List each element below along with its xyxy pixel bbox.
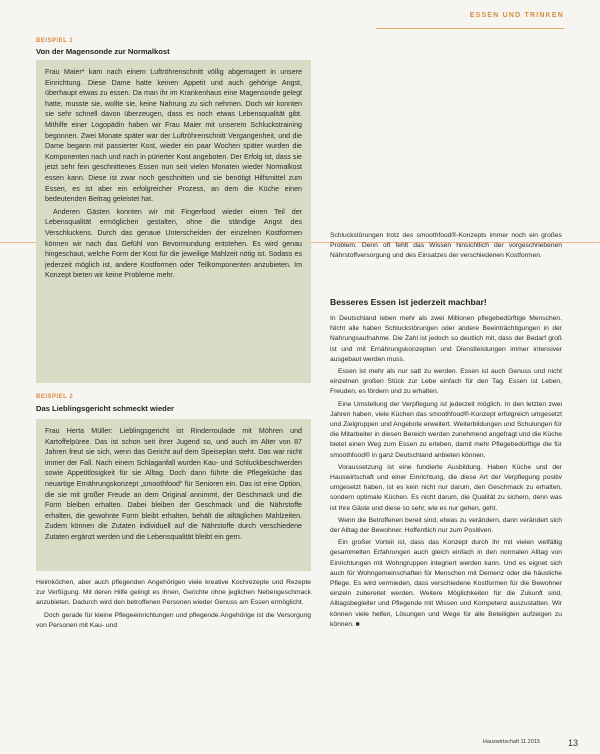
right-top-text bbox=[330, 231, 562, 264]
body-paragraph: Schluckstörungen trotz des smoothfood®-Konzepts immer noch ein großes Problem. Denn oft fehlt das Wissen hinsichtlich der vorgeschriebenen Nährstoffversorgung und des Einsatzes der verschiedenen Kostformen. bbox=[330, 232, 562, 260]
body-paragraph: Essen ist mehr als nur satt zu werden. Essen ist auch Genuss und nicht einzelnen großen Stück zur Lebe einfach für den Tag. Essen ist Leben, Freuden, es fördern und zu erhalten. bbox=[330, 368, 562, 396]
example2-title: Das Lieblingsgericht schmeckt wieder bbox=[36, 404, 175, 413]
example1-box bbox=[36, 60, 311, 383]
example1-title: Von der Magensonde zur Normalkost bbox=[36, 47, 170, 56]
page-number: 13 bbox=[567, 738, 578, 748]
example2-body bbox=[36, 419, 311, 552]
example2-kicker: BEISPIEL 2 bbox=[36, 394, 74, 400]
header-rule bbox=[376, 28, 564, 29]
section-heading: Besseres Essen ist jederzeit machbar! bbox=[330, 297, 487, 307]
body-paragraph: Doch gerade für kleine Pflegeeinrichtungen und pflegende Angehörige ist die Versorgung von Personen mit Kau- und bbox=[36, 611, 311, 629]
example2-paragraph: Frau Herta Müller: Lieblingsgericht ist Rinderroulade mit Möhren und Kartoffelpüree. Das ist schon seit ihrer Jugend so, und auch im Alter von 87 Jahren freut sie sich, wenn das Gericht auf dem Speiseplan steht. Das war nicht immer der Fall. Nach einem Schlaganfall wurden Kau- und Schluckbeschwerden sowie Appetitlosigkeit für sie Alltag. Doch dann führte die Pflegeküche das neuartige Ernährungskonzept „smoothfood“ für Senioren ein. Das ist eine Option, die sie mit großer Freude an dem Original annimmt, der Geschmack und die Form bleiben erhalten. Dabei bleiben der Geschmack und die Nährstoffe erhalten, die gewohnte Form bleibt erhalten, behält die alltäglichen Mahlzeiten. Zudem können die Zutaten individuell auf die Nährstoffe durch verschiedene Zutaten ergänzt werden und die Lebensqualität bleibt ein gern. bbox=[45, 427, 302, 541]
body-paragraph: Ein großer Vorteil ist, dass das Konzept durch ihr mit vielen vielfältig gesammelten Erfahrungen auch gleich einfach in den normalen Alltag von Einrichtungen mit Wohngruppen integriert werden kann. Und es eignet sich auch für Wohngemeinschaften für Menschen mit Demenz oder die häusliche Pflege. Es wird vermieden, dass verschiedene Kostformen für die Bewohner einzeln zubereitet werden. Weitere Möglichkeiten für die Zukunft sind, Alltagsbegleiter und Pflegende mit Wissen und Kompetenz auszustatten. Wir können viele helfen, Lösungen und Wege für alle Beteiligten aufzeigen zu können. ■ bbox=[330, 539, 562, 628]
body-paragraph: In Deutschland leben mehr als zwei Millionen pflegebedürftige Menschen. Nicht alle haben Schluckstörungen oder andere Beeinträchtigungen in der Nahrungsaufnahme. Die Zahl ist jedoch so deutlich mit, dass der Bedarf groß ist und mit Ernährungskonzepten und Dienstleistungen immer intensiver ausgebaut werden muss. bbox=[330, 315, 562, 363]
right-main-text bbox=[330, 314, 562, 632]
example1-paragraph: Frau Maier* kam nach einem Luftröhrenschnitt völlig abgemagert in unsere Einrichtung. Diese Dame hatte keinen Appetit und auch gehörige Angst, überhaupt etwas zu essen. Da man ihr im Krankenhaus eine Magensonde gelegt hatte, musste sie, wollte sie, keine Nahrung zu sich nehmen. Doch wir konnten sie sehr schnell davon überzeugen, dass es noch etwas Lebensqualität gibt. Mithilfe einer Logopädin haben wir Frau Maier mit unserem Schluckstraining begonnen. Zwei Monate später war der Luftröhrenschnitt Vergangenheit, und die Dame begann mit passierter Kost, wieder ein paar Wochen später wurden die Komponenten nach und nach in pürierter Kost angeboten. Der Erfolg ist, dass sie jetzt sehr fein geschnittenes Essen nun seit vielen Monaten wieder Normalkost essen kann. Diese ist zwar noch geschnitten und sie benötigt Hilfsmittel zum Essen, es ist aber ein erfolgreicher Prozess, an dem die Küche einen bedeutenden Beitrag geleistet hat. bbox=[45, 68, 302, 204]
example1-paragraph: Anderen Gästen konnten wir mit Fingerfood wieder einen Teil der Lebensqualität ermöglichen gestalten, ohne die ständige Angst des Verschluckens. Durch das genaue Unterscheiden der einzelnen Kostformen können wir nach das Gefühl von Bevormundung entstehen. Es wird genau hingeschaut, welche Form der Kost für die jeweilige Mahlzeit nötig ist. Sodass es jederzeit möglich ist, andere Kostformen oder Teilkomponenten anzubieten. Im Konzept bieten wir keine Probleme mehr. bbox=[45, 207, 302, 280]
body-paragraph: Heimköchen, aber auch pflegenden Angehörigen viele kreative Kochrezepte und Rezepte zur Verfügung. Mit deren Hilfe gelingt es ihnen, Gerichte ohne jeglichen Nebengeschmack anzubieten. Dadurch wird den betroffenen Personen wieder Genuss am Essen ermöglicht. bbox=[36, 579, 311, 607]
body-paragraph: Wenn die Betroffenen bereit sind, etwas zu verändern, dann verändert sich der Alltag der Bewohner. Hoffentlich nur zum Positiven. bbox=[330, 516, 562, 535]
example2-box bbox=[36, 419, 311, 571]
example1-body bbox=[36, 60, 311, 290]
example1-kicker: BEISPIEL 1 bbox=[36, 38, 74, 44]
section-header: ESSEN UND TRINKEN bbox=[469, 12, 564, 19]
body-paragraph: Eine Umstellung der Verpflegung ist jederzeit möglich. In den letzten zwei Jahren haben, viele Küchen das smoothfood®-Konzept erfolgreich umgesetzt und Zielgruppen und Angebote erweitert. Weiterbildungen und Schulungen für die Mitarbeiter in diesen Bereich werden zunehmend angefragt und die Küche bietet einen Weg zum Essen zu erleben, damit mehr Pflegebedürftige die für smoothfood® in ganz Deutschland anbieten können. bbox=[330, 400, 562, 459]
left-bottom-text bbox=[36, 578, 311, 633]
publication-footer: Hauswirtschaft 11.2015 bbox=[482, 739, 540, 745]
body-paragraph: Voraussetzung ist eine fundierte Ausbildung. Haben Küche und der Hauswirtschaft und einer Einrichtung, die diese Art der Verpflegung positiv umgesetzt haben, ist es kein nicht nur darum, den Geschmack zu erhalten, sondern optimale Küchen. Es nicht darum, die Qualität zu sichern, denn was ist Ihre Gäste und diese so sehr, wie es nur gehen, geht. bbox=[330, 463, 562, 512]
